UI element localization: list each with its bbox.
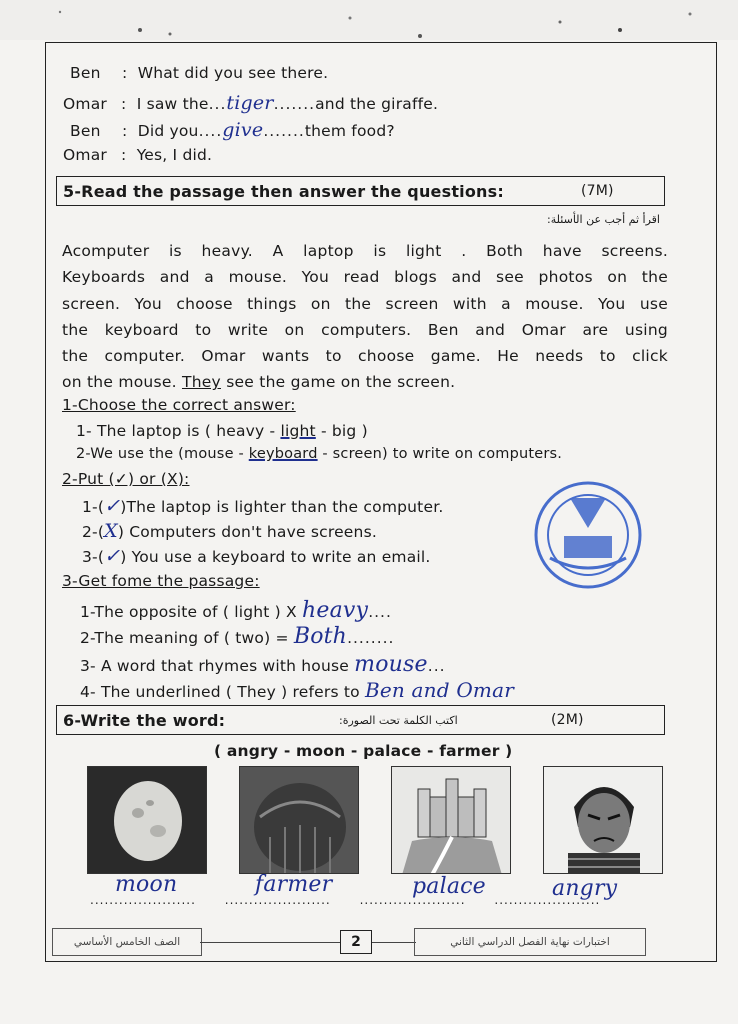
q2-item-2	[82, 520, 377, 542]
q2-item-3	[82, 545, 431, 567]
dialogue-text: them food?	[304, 122, 395, 140]
handwritten-answer: mouse	[354, 652, 428, 677]
scan-noise	[0, 0, 738, 40]
speaker: Ben	[70, 64, 101, 82]
moon-image	[88, 767, 207, 874]
passage-text: see the game on the screen.	[226, 373, 456, 392]
item-text: ) Computers don't have screens.	[117, 523, 377, 541]
reading-passage	[62, 238, 668, 396]
cross-mark: X	[104, 520, 118, 542]
footer-exam-text: اختبارات نهاية الفصل الدراسي الثاني	[450, 936, 610, 948]
institution-stamp-logo	[530, 478, 646, 592]
dialogue-text: Did you	[137, 122, 199, 140]
dialogue-line-3: Ben : Did you....give.......them food?	[70, 119, 395, 141]
q1-item-1	[76, 422, 368, 440]
dialogue-text: What did you see there.	[137, 64, 329, 82]
passage-line: the computer. Omar wants to choose game. He needs to click	[62, 347, 668, 366]
q2-item-1	[82, 495, 443, 517]
q3-title: 3-Get fome the passage:	[62, 572, 260, 590]
dialogue-line-1: Ben : What did you see there.	[70, 64, 329, 82]
section6-marks: (2M)	[551, 712, 584, 728]
page-number-text: 2	[351, 934, 361, 950]
answer-palace: palace	[412, 874, 486, 899]
palace-image	[392, 767, 511, 874]
item-text: )The laptop is lighter than the computer.	[120, 498, 444, 516]
item-number: 1-(	[82, 498, 105, 516]
word-bank: ( angry - moon - palace - farmer )	[214, 742, 513, 760]
item-text: 1-The opposite of ( light ) X	[80, 603, 297, 621]
answer-dots: ...	[427, 657, 446, 675]
section5-arabic-instruction: اقرأ ثم أجب عن الأسئلة:	[547, 213, 660, 226]
footer-exam-title	[414, 928, 646, 956]
circled-answer: keyboard	[248, 446, 318, 462]
section6-arabic-instruction: اكتب الكلمة تحت الصورة:	[339, 714, 458, 727]
answer-farmer: farmer	[255, 872, 333, 897]
check-mark: ✓	[104, 545, 121, 567]
handwritten-answer: heavy	[302, 598, 369, 623]
picture-moon	[87, 766, 207, 874]
section6-title: 6-Write the word:	[63, 711, 226, 730]
speaker: Omar	[63, 95, 107, 113]
item-number: 3-(	[82, 548, 105, 566]
handwritten-answer: give	[222, 119, 264, 141]
dialogue-line-4: Omar : Yes, I did.	[63, 146, 213, 164]
q1-item-2	[76, 446, 562, 462]
passage-line	[62, 369, 668, 395]
passage-line: Keyboards and a mouse. You read blogs and see photos on the	[62, 268, 668, 287]
passage-text: on the mouse.	[62, 373, 177, 392]
angry-boy-image	[544, 767, 663, 874]
dialogue-text: I saw the	[136, 95, 209, 113]
handwritten-answer: Ben and Omar	[364, 678, 514, 702]
section5-header-box	[56, 176, 665, 206]
section5-marks: (7M)	[581, 183, 614, 199]
item-text: ) You use a keyboard to write an email.	[120, 548, 431, 566]
farmer-image	[240, 767, 359, 874]
answer-angry: angry	[552, 876, 618, 901]
item-text: 4- The underlined ( They ) refers to	[80, 683, 360, 701]
answer-line: ...................... ...................... ...................... ......................	[90, 893, 601, 907]
speaker: Ben	[70, 122, 101, 140]
answer-moon: moon	[115, 872, 178, 897]
item-number: 2-(	[82, 523, 105, 541]
passage-line: the keyboard to write on computers. Ben and Omar are using	[62, 320, 668, 339]
passage-line: screen. You choose things on the screen with a mouse. You use	[62, 294, 668, 313]
q1-text: 2-We use the (mouse -	[76, 446, 249, 462]
dialogue-text: and the giraffe.	[315, 95, 439, 113]
answer-dots: ........	[347, 629, 395, 647]
q2-title: 2-Put (✓) or (X):	[62, 470, 190, 488]
dialogue-text: Yes, I did.	[136, 146, 213, 164]
q3-item-1	[80, 598, 392, 623]
check-mark: ✓	[104, 495, 121, 517]
speaker: Omar	[63, 146, 107, 164]
dialogue-line-2: Omar : I saw the...tiger.......and the giraffe.	[63, 92, 439, 114]
q1-text: 1- The laptop is ( heavy -	[76, 422, 281, 440]
answer-dots: ....	[368, 603, 392, 621]
footer-line-right	[372, 942, 416, 943]
handwritten-answer: Both	[293, 624, 348, 649]
section5-title: 5-Read the passage then answer the questions:	[63, 182, 504, 201]
footer-grade	[52, 928, 202, 956]
picture-angry	[543, 766, 663, 874]
q3-item-3	[80, 652, 446, 677]
q3-item-4	[80, 678, 514, 702]
q1-text: - big )	[315, 422, 368, 440]
q1-title: 1-Choose the correct answer:	[62, 396, 296, 414]
footer-line-left	[200, 942, 340, 943]
picture-farmer	[239, 766, 359, 874]
passage-line: Acomputer is heavy. A laptop is light . Both have screens.	[62, 242, 668, 260]
page-number	[340, 930, 372, 954]
picture-palace	[391, 766, 511, 874]
footer-grade-text: الصف الخامس الأساسي	[73, 936, 181, 948]
underlined-word: They	[181, 373, 221, 392]
handwritten-answer: tiger	[226, 92, 274, 114]
item-text: 3- A word that rhymes with house	[80, 657, 350, 675]
q1-text: - screen) to write on computers.	[317, 446, 563, 462]
item-text: 2-The meaning of ( two) =	[80, 629, 289, 647]
q3-item-2	[80, 624, 394, 649]
circled-answer: light	[280, 422, 316, 440]
section6-header-box	[56, 705, 665, 735]
